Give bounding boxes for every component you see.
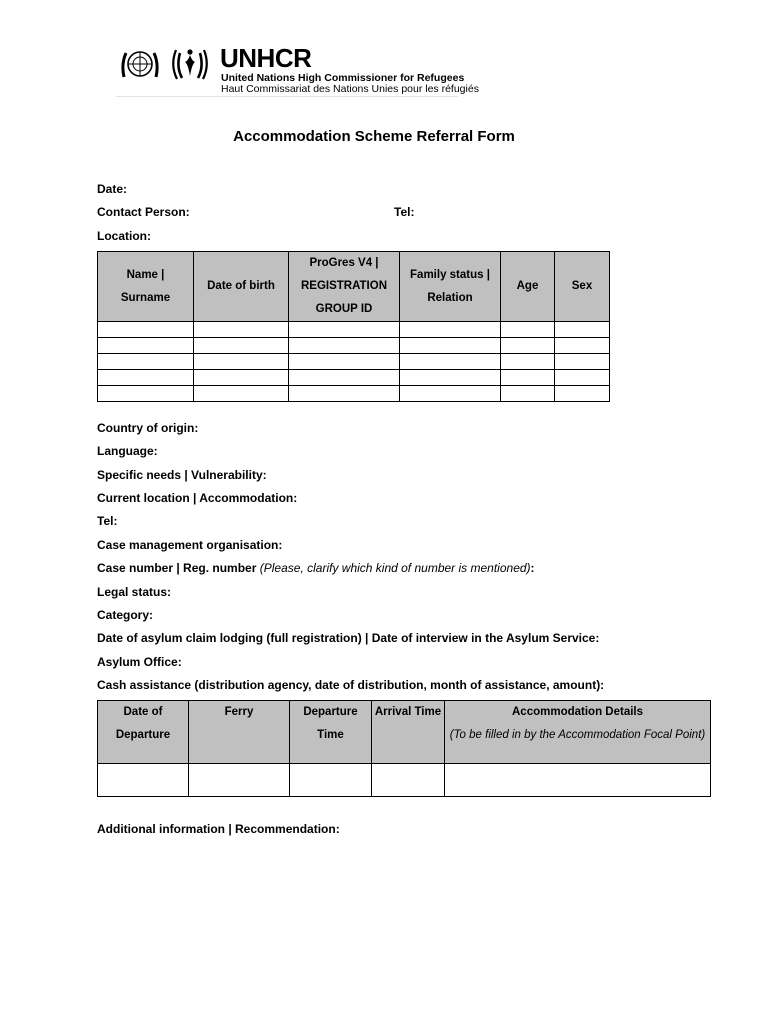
table-cell[interactable] [400,386,501,402]
table-cell[interactable] [501,322,555,338]
table-cell[interactable] [289,354,400,370]
case-management-label: Case management organisation: [97,538,283,552]
table-cell[interactable] [98,386,194,402]
unhcr-emblem-icon [168,45,212,83]
table-cell[interactable] [501,386,555,402]
table-cell[interactable] [98,322,194,338]
table-cell[interactable] [289,338,400,354]
table-row [98,370,610,386]
case-number-note: (Please, clarify which kind of number is mentioned) [259,561,531,575]
asylum-dates-label: Date of asylum claim lodging (full registration) | Date of interview in the Asylum Service: [97,631,600,645]
table-cell[interactable] [555,354,610,370]
tel-label-2: Tel: [97,514,118,528]
table-cell[interactable] [194,386,289,402]
table-header-row [98,701,711,764]
logo-english-line: United Nations High Commissioner for Refugees [221,72,465,84]
country-of-origin-label: Country of origin: [97,421,199,435]
table-cell[interactable] [501,370,555,386]
location-label: Location: [97,229,151,243]
unhcr-logo [116,42,479,97]
col-header-date-of-departure: Date of Departure [98,701,189,764]
table-cell[interactable] [98,354,194,370]
col-header-family-status: Family status | Relation [400,252,501,322]
table-row [98,386,610,402]
form-title: Accommodation Scheme Referral Form [233,128,515,145]
cash-assistance-label: Cash assistance (distribution agency, date of distribution, month of assistance, amount): [97,678,605,692]
col-header-progres-id: ProGres V4 | REGISTRATION GROUP ID [289,252,400,322]
table-cell[interactable] [372,764,445,797]
col-header-departure-time: Departure Time [290,701,372,764]
specific-needs-label: Specific needs | Vulnerability: [97,468,267,482]
case-number-label: Case number | Reg. number (Please, clarify which kind of number is mentioned): [97,561,535,575]
table-cell[interactable] [289,386,400,402]
table-cell[interactable] [189,764,290,797]
travel-details-table [97,700,711,797]
table-cell[interactable] [555,338,610,354]
col-header-ferry: Ferry [189,701,290,764]
col-header-name-surname: Name | Surname [98,252,194,322]
table-cell[interactable] [555,370,610,386]
date-label: Date: [97,182,128,196]
table-cell[interactable] [400,354,501,370]
table-cell[interactable] [445,764,711,797]
table-cell[interactable] [555,386,610,402]
contact-person-label: Contact Person: [97,205,190,219]
current-location-label: Current location | Accommodation: [97,491,298,505]
table-cell[interactable] [501,354,555,370]
col-header-sex: Sex [555,252,610,322]
un-emblem-icon [118,45,162,83]
table-cell[interactable] [289,322,400,338]
table-cell[interactable] [400,322,501,338]
table-header-row [98,252,610,322]
table-cell[interactable] [289,370,400,386]
table-cell[interactable] [400,370,501,386]
table-cell[interactable] [194,322,289,338]
additional-info-label: Additional information | Recommendation: [97,822,340,836]
table-cell[interactable] [194,338,289,354]
family-members-table [97,251,610,402]
col-header-date-of-birth: Date of birth [194,252,289,322]
logo-french-line: Haut Commissariat des Nations Unies pour les réfugiés [221,83,479,95]
table-cell[interactable] [501,338,555,354]
col-header-arrival-time: Arrival Time [372,701,445,764]
category-label: Category: [97,608,154,622]
legal-status-label: Legal status: [97,585,172,599]
table-cell[interactable] [194,370,289,386]
table-row [98,338,610,354]
table-cell[interactable] [555,322,610,338]
table-cell[interactable] [98,338,194,354]
table-row [98,322,610,338]
table-cell[interactable] [98,370,194,386]
unhcr-wordmark: UNHCR [220,43,312,73]
col-header-age: Age [501,252,555,322]
table-cell[interactable] [400,338,501,354]
table-row [98,354,610,370]
tel-label: Tel: [394,205,415,219]
accommodation-note: (To be filled in by the Accommodation Focal Point) [449,729,706,741]
table-cell[interactable] [290,764,372,797]
language-label: Language: [97,444,158,458]
table-cell[interactable] [194,354,289,370]
col-header-accommodation-details: Accommodation Details (To be filled in by the Accommodation Focal Point) [445,701,711,764]
table-row [98,764,711,797]
asylum-office-label: Asylum Office: [97,655,182,669]
table-cell[interactable] [98,764,189,797]
